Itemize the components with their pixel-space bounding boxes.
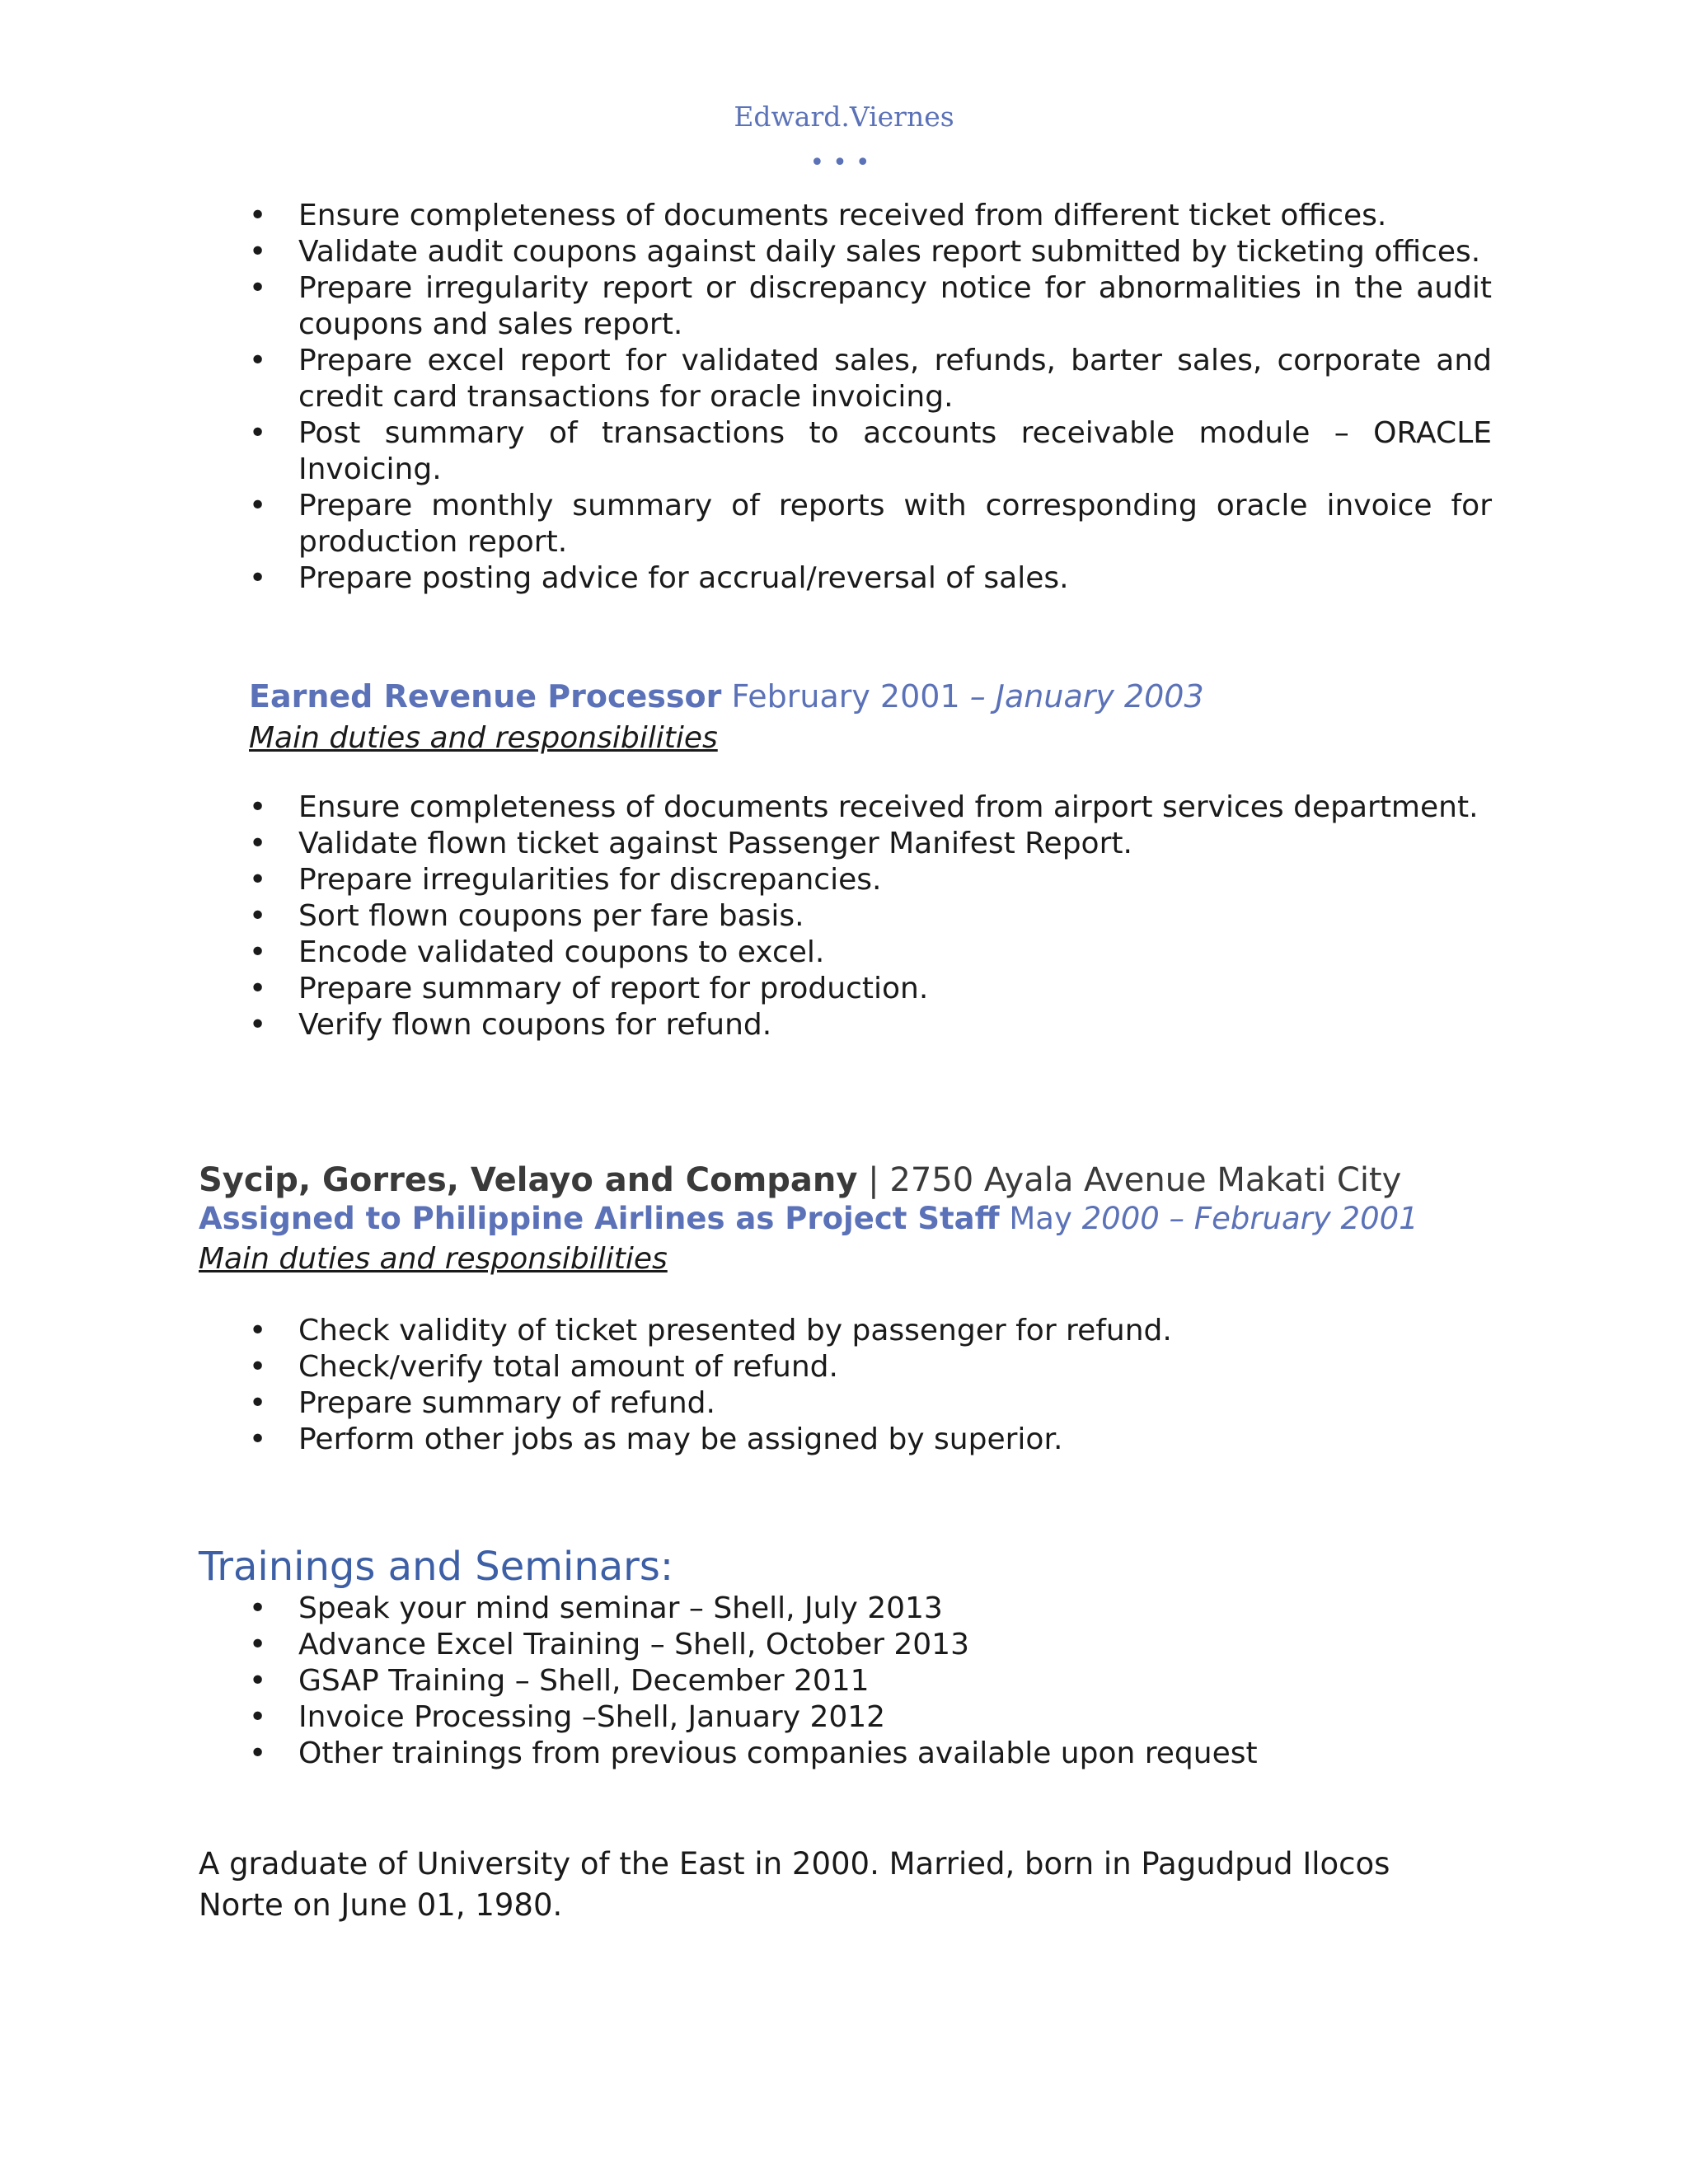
job3-address: | 2750 Ayala Avenue Makati City	[868, 1161, 1402, 1199]
list-item: • Post summary of transactions to accounts receivable module – ORACLE Invoicing.	[249, 415, 1492, 488]
job1-duties-list	[249, 198, 1492, 597]
job2-title: Earned Revenue Processor	[249, 678, 722, 715]
trainings-heading: Trainings and Seminars:	[199, 1544, 674, 1590]
job2-subheading: Main duties and responsibilities	[249, 721, 718, 755]
job3-company-line	[199, 1159, 1401, 1202]
list-item: • Validate audit coupons against daily sales report submitted by ticketing offices.	[249, 234, 1492, 270]
job3-role: Assigned to Philippine Airlines as Project Staff	[199, 1201, 1000, 1236]
job2-date-start: February 2001	[731, 678, 960, 715]
job3-subheading: Main duties and responsibilities	[199, 1242, 668, 1276]
trainings-list	[249, 1591, 1492, 1772]
list-item: • Ensure completeness of documents received from airport services department.	[249, 790, 1492, 826]
list-item: • Check validity of ticket presented by passenger for refund.	[249, 1313, 1492, 1349]
job2-heading	[249, 676, 1204, 717]
job3-role-line	[199, 1198, 1418, 1240]
list-item: • Validate flown ticket against Passenger Manifest Report.	[249, 826, 1492, 862]
list-item: • Perform other jobs as may be assigned by superior.	[249, 1422, 1492, 1458]
header-dots: •••	[809, 148, 879, 177]
list-item: • Prepare posting advice for accrual/reversal of sales.	[249, 560, 1492, 597]
list-item: • Other trainings from previous companies available upon request	[249, 1736, 1492, 1772]
list-item: • Check/verify total amount of refund.	[249, 1349, 1492, 1385]
list-item: • Sort flown coupons per fare basis.	[249, 898, 1492, 935]
job2-duties-list	[249, 790, 1492, 1043]
job2-date-end: – January 2003	[969, 678, 1204, 715]
list-item: • Ensure completeness of documents received from different ticket offices.	[249, 198, 1492, 234]
list-item: • Prepare summary of report for production.	[249, 971, 1492, 1007]
personal-info: A graduate of University of the East in 2000. Married, born in Pagudpud Ilocos Norte on June 01, 1980.	[199, 1846, 1390, 1923]
job3-date-rest: 2000 – February 2001	[1081, 1201, 1418, 1236]
job3-company: Sycip, Gorres, Velayo and Company	[199, 1161, 858, 1199]
list-item: • Prepare excel report for validated sales, refunds, barter sales, corporate and credit card transactions for oracle invoicing.	[249, 343, 1492, 415]
list-item: • Prepare summary of refund.	[249, 1385, 1492, 1422]
list-item: • Prepare irregularity report or discrepancy notice for abnormalities in the audit coupons and sales report.	[249, 270, 1492, 343]
list-item: • GSAP Training – Shell, December 2011	[249, 1663, 1492, 1699]
list-item: • Invoice Processing –Shell, January 2012	[249, 1699, 1492, 1736]
list-item: • Verify flown coupons for refund.	[249, 1007, 1492, 1043]
list-item: • Prepare irregularities for discrepancies.	[249, 862, 1492, 898]
list-item: • Speak your mind seminar – Shell, July 2013	[249, 1591, 1492, 1627]
list-item: • Advance Excel Training – Shell, October 2013	[249, 1627, 1492, 1663]
job3-date-month: May	[1009, 1201, 1072, 1236]
header-name: Edward.Viernes	[734, 101, 954, 133]
list-item: • Prepare monthly summary of reports with corresponding oracle invoice for production report.	[249, 488, 1492, 560]
job3-duties-list	[249, 1313, 1492, 1458]
list-item: • Encode validated coupons to excel.	[249, 935, 1492, 971]
